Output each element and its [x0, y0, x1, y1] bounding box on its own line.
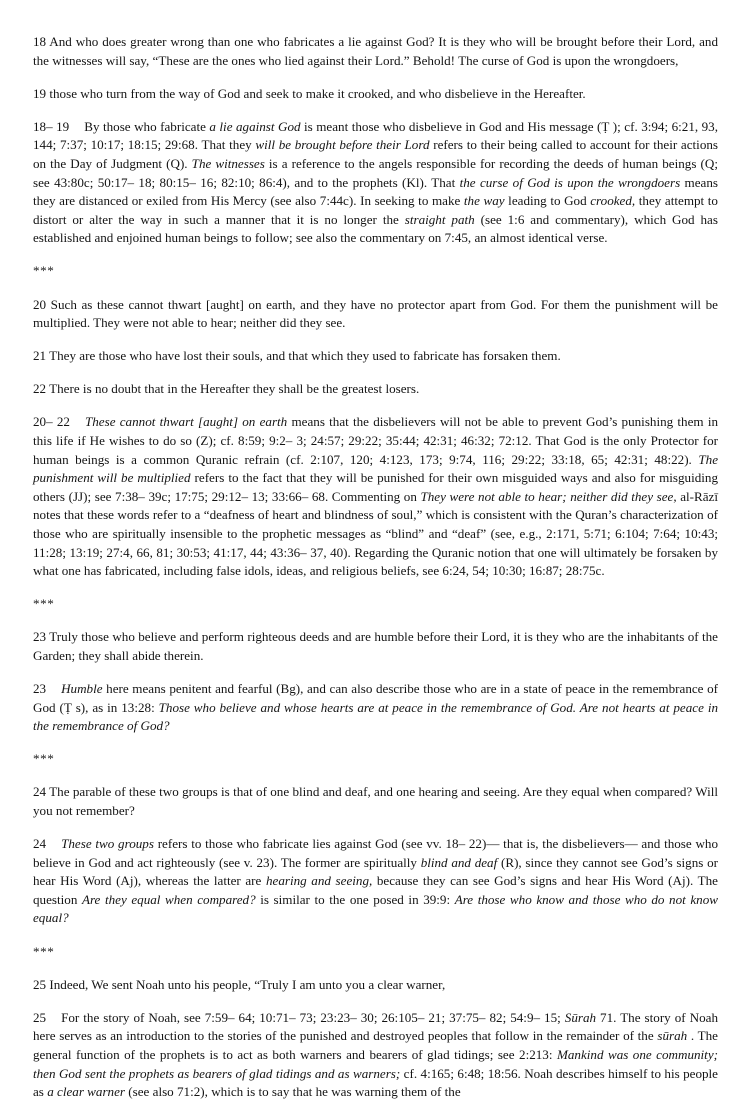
commentary-text: 71. The story of Noah here serves as an introduction to the stories of the punished and destroyed peoples that follow in the remainder of the: [33, 1009, 718, 1044]
separator-3: ***: [33, 751, 55, 767]
verse-19: 19 those who turn from the way of God and seek to make it crooked, and who disbelieve in the Hereafter.: [33, 85, 586, 101]
commentary-23: [33, 680, 718, 736]
quoted-scripture: Are those who know and those who do not know equal?: [33, 891, 718, 926]
commentary-text: (see also 71:2), which is to say that he was warning them of the: [125, 1084, 461, 1100]
quoted-scripture: These cannot thwart [aught] on earth: [84, 414, 288, 430]
commentary-text: is a reference to the angels responsible for recording the deeds of human beings (Q; see 43:80c; 50:17– 18; 80:15– 16; 82:10; 86:4), and to the prophets (Kl). That: [33, 155, 718, 190]
commentary-text: (R), since they cannot see God’s signs or hear His Word (Aj), whereas the latter are: [33, 854, 718, 889]
commentary-text: because they can see God’s signs and hear His Word (Aj). The question: [33, 873, 718, 907]
verse-25: 25 Indeed, We sent Noah unto his people, “Truly I am unto you a clear warner,: [33, 976, 446, 992]
verse-23: 23 Truly those who believe and perform righteous deeds and are humble before their Lord, it is they who are the inhabitants of the Garden; they shall abide therein.: [33, 629, 718, 663]
quoted-scripture: the curse of God is upon the wrongdoers: [459, 174, 681, 190]
quoted-scripture: a clear warner: [47, 1084, 126, 1100]
commentary-text: they attempt to distort or alter the way in such a manner that it is no longer the: [33, 193, 718, 227]
quoted-scripture: Those who believe and whose hearts are at peace in the remembrance of God. Are not hearts at peace in the remembrance of God?: [33, 699, 718, 734]
commentary-20-22: [33, 413, 718, 580]
commentary-text: cf. 4:165; 6:48; 18:56. Noah describes himself to his people as: [33, 1065, 718, 1100]
commentary-text: means that the disbelievers will not be able to prevent God’s punishing them in this life if He wishes to do so (Z); cf. 8:59; 9:2– 3; 24:57; 29:22; 35:44; 42:31; 46:32; 72:12. That God is the only Protector for human beings is a common Quranic refrain (cf. 2:107, 120; 4:123, 173; 9:74, 116; 29:22; 33:18, 65; 42:31; 48:22).: [33, 414, 719, 467]
quoted-scripture: a lie against God: [209, 118, 301, 134]
commentary-text: 23: [33, 681, 47, 697]
verse-24: 24 The parable of these two groups is that of one blind and deaf, and one hearing and seeing. Are they equal when compared? Will you not remember?: [33, 784, 718, 818]
commentary-text: means they are distanced or exiled from His Mercy (see also 7:44c). In seeking to make: [33, 174, 718, 209]
commentary-text: here means penitent and fearful (Bg), and can also describe those who are in a state of peace in the remembrance of God (Ṭ s), as in 13:28:: [33, 681, 718, 715]
commentary-text: refers to those who fabricate lies against God (see vv. 18– 22)— that is, the disbelievers— and those who believe in God and act righteously (see v. 23). The former are spiritually: [33, 836, 719, 870]
commentary-text: leading to God: [504, 193, 591, 209]
quoted-scripture: blind and deaf: [420, 854, 498, 870]
quoted-scripture: They were not able to hear; neither did they see,: [420, 488, 677, 504]
quoted-scripture: Sūrah: [564, 1009, 597, 1025]
quoted-scripture: crooked,: [590, 193, 636, 209]
quoted-scripture: will be brought before their Lord: [255, 137, 430, 153]
commentary-text: For the story of Noah, see 7:59– 64; 10:71– 73; 23:23– 30; 26:105– 21; 37:75– 82; 54:9– 15;: [61, 1009, 565, 1025]
commentary-text: is meant those who disbelieve in God and His message (Ṭ ); cf. 3:94; 6:21, 93, 144; 7:37; 10:17; 18:15; 29:68. That they: [33, 118, 718, 153]
page-content: [33, 33, 718, 1102]
commentary-text: . The general function of the prophets is to act as both warners and bearers of glad tidings; see 2:213:: [33, 1028, 718, 1062]
commentary-24: [33, 835, 718, 928]
commentary-25: [33, 1009, 718, 1102]
commentary-18-19: [33, 118, 718, 248]
quoted-scripture: straight path: [404, 211, 475, 227]
quoted-scripture: These two groups: [61, 836, 154, 852]
separator-2: ***: [33, 596, 55, 612]
commentary-text: 18– 19: [33, 118, 70, 134]
commentary-text: refers to the fact that they will be punished for their own misguided ways and also for misguiding others (JJ); see 7:38– 39c; 17:75; 29:12– 13; 33:66– 68. Commenting on: [33, 470, 718, 504]
commentary-text: 25: [33, 1009, 47, 1025]
quoted-scripture: sūrah: [657, 1028, 688, 1044]
quoted-scripture: the way: [463, 193, 505, 209]
commentary-text: By those who fabricate: [84, 118, 210, 134]
commentary-text: is similar to the one posed in 39:9:: [255, 891, 455, 907]
separator-4: ***: [33, 943, 55, 959]
commentary-text: (see 1:6 and commentary), which God has established and enjoined human beings to follow; see also the commentary on 7:45, an almost identical verse.: [33, 211, 718, 246]
verse-20: 20 Such as these cannot thwart [aught] on earth, and they have no protector apart from God. For them the punishment will be multiplied. They were not able to hear; neither did they see.: [33, 296, 718, 331]
verse-21: 21 They are those who have lost their souls, and that which they used to fabricate has forsaken them.: [33, 348, 561, 364]
commentary-text: refers to their being called to account for their actions on the Day of Judgment (Q).: [33, 137, 719, 171]
quoted-scripture: The witnesses: [191, 155, 265, 171]
quoted-scripture: Humble: [61, 681, 103, 697]
commentary-text: al-Rāzī notes that these words refer to a “deafness of heart and blindness of soul,” which is consistent with the Quran’s characterization of those who are spiritually insensible to the prophetic messages as “blind” and “deaf” (see, e.g., 2:171, 5:71; 6:104; 7:64; 10:43; 11:28; 13:19; 27:4, 66, 81; 30:53; 41:17, 44; 43:36– 37, 40). Regarding the Quranic notion that one will ultimately be forsaken by what one has fabricated, including false idols, ideas, and religious beliefs, see 6:24, 54; 10:30; 16:87; 28:75c.: [33, 488, 719, 579]
verse-22: 22 There is no doubt that in the Hereafter they shall be the greatest losers.: [33, 381, 420, 397]
quoted-scripture: hearing and seeing,: [265, 873, 373, 889]
commentary-text: 24: [33, 836, 47, 852]
separator-1: ***: [33, 263, 55, 279]
quoted-scripture: The punishment will be multiplied: [33, 451, 718, 486]
commentary-text: 20– 22: [33, 414, 70, 430]
quoted-scripture: Mankind was one community; then God sent the prophets as bearers of glad tidings and as warners;: [33, 1046, 718, 1081]
quoted-scripture: Are they equal when compared?: [81, 891, 256, 907]
verse-18: 18 And who does greater wrong than one who fabricates a lie against God? It is they who will be brought before their Lord, and the witnesses will say, “These are the ones who lied against their Lord.” Behold! The curse of God is upon the wrongdoers,: [33, 34, 718, 68]
